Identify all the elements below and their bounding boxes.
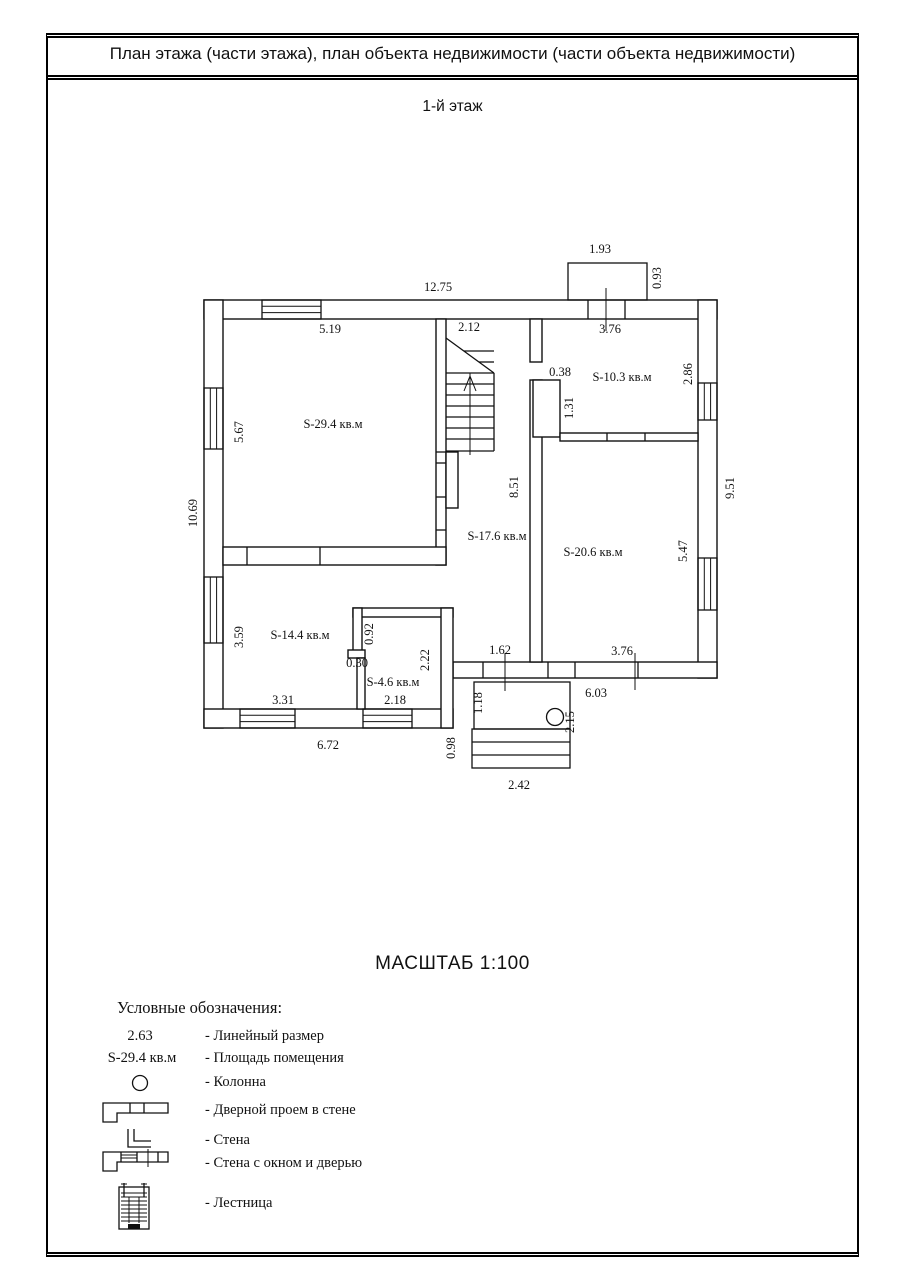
door-opening-icon	[103, 1103, 168, 1122]
room-area-label: S-29.4 кв.м	[303, 417, 363, 431]
dimension-label: 8.51	[507, 476, 521, 498]
column-icon	[133, 1076, 148, 1091]
dimension-label: 3.76	[611, 644, 633, 658]
entrance-porch-top	[568, 263, 647, 300]
legend-sample-area: S-29.4 кв.м	[107, 1050, 177, 1066]
scale-label: МАСШТАБ 1:100	[375, 953, 530, 974]
dimension-label: 12.75	[423, 280, 453, 294]
legend-label-wall: - Стена	[205, 1132, 250, 1148]
porch-bottom	[472, 682, 570, 768]
column-symbol	[547, 709, 564, 726]
dimension-label: 1.18	[471, 692, 485, 714]
dimension-label: 2.22	[418, 649, 432, 671]
dimension-label: 3.59	[232, 626, 246, 648]
dimension-label: 5.47	[676, 540, 690, 562]
dimension-label: 5.67	[232, 421, 246, 443]
dimension-label: 2.15	[563, 711, 577, 733]
legend-label-door-opening: - Дверной проем в стене	[205, 1102, 356, 1118]
stairs-icon	[119, 1183, 149, 1229]
floor-label: 1-й этаж	[422, 98, 483, 115]
dimension-label: 1.93	[589, 242, 611, 256]
dimension-label: 0.38	[549, 365, 571, 379]
dimension-label: 0.98	[444, 737, 458, 759]
room-area-label: S-4.6 кв.м	[366, 675, 420, 689]
legend-label-wall-window-door: - Стена с окном и дверью	[205, 1155, 363, 1171]
dimension-label: 5.19	[319, 322, 341, 336]
wall-icon	[128, 1129, 151, 1147]
staircase	[446, 338, 494, 455]
dimension-label: 0.30	[346, 656, 368, 670]
room-area-label: S-10.3 кв.м	[592, 370, 652, 384]
dimension-label: 0.92	[362, 623, 376, 645]
dimension-label: 2.12	[458, 320, 480, 334]
legend-label-column: - Колонна	[205, 1074, 266, 1090]
page-title: План этажа (части этажа), план объекта недвижимости (части объекта недвижимости)	[109, 44, 796, 63]
porch-steps	[472, 729, 570, 768]
dimension-label: 6.03	[585, 686, 607, 700]
room-area-label: S-14.4 кв.м	[270, 628, 330, 642]
dimension-label: 10.69	[186, 498, 200, 528]
stairs-up-arrow	[464, 376, 476, 455]
room-area-label: S-17.6 кв.м	[467, 529, 527, 543]
dimension-label: 2.18	[384, 693, 406, 707]
wall-window-door-icon	[103, 1149, 168, 1171]
dimension-label: 1.31	[562, 397, 576, 419]
room-area-label: S-20.6 кв.м	[563, 545, 623, 559]
dimension-label: 3.31	[272, 693, 294, 707]
dimension-label: 6.72	[317, 738, 339, 752]
dimension-label: 3.76	[599, 322, 621, 336]
legend-label-dimension: - Линейный размер	[205, 1028, 324, 1044]
legend-label-area: - Площадь помещения	[205, 1050, 344, 1066]
dimension-label: 9.51	[723, 477, 737, 499]
legend-title: Условные обозначения:	[117, 998, 283, 1017]
legend-label-stairs: - Лестница	[205, 1195, 273, 1211]
dimension-label: 2.42	[508, 778, 530, 792]
outer-walls	[204, 300, 717, 728]
legend-sample-dimension: 2.63	[127, 1028, 153, 1044]
dimension-label: 1.62	[489, 643, 511, 657]
dimension-label: 2.86	[681, 363, 695, 385]
dimension-label: 0.93	[650, 267, 664, 289]
